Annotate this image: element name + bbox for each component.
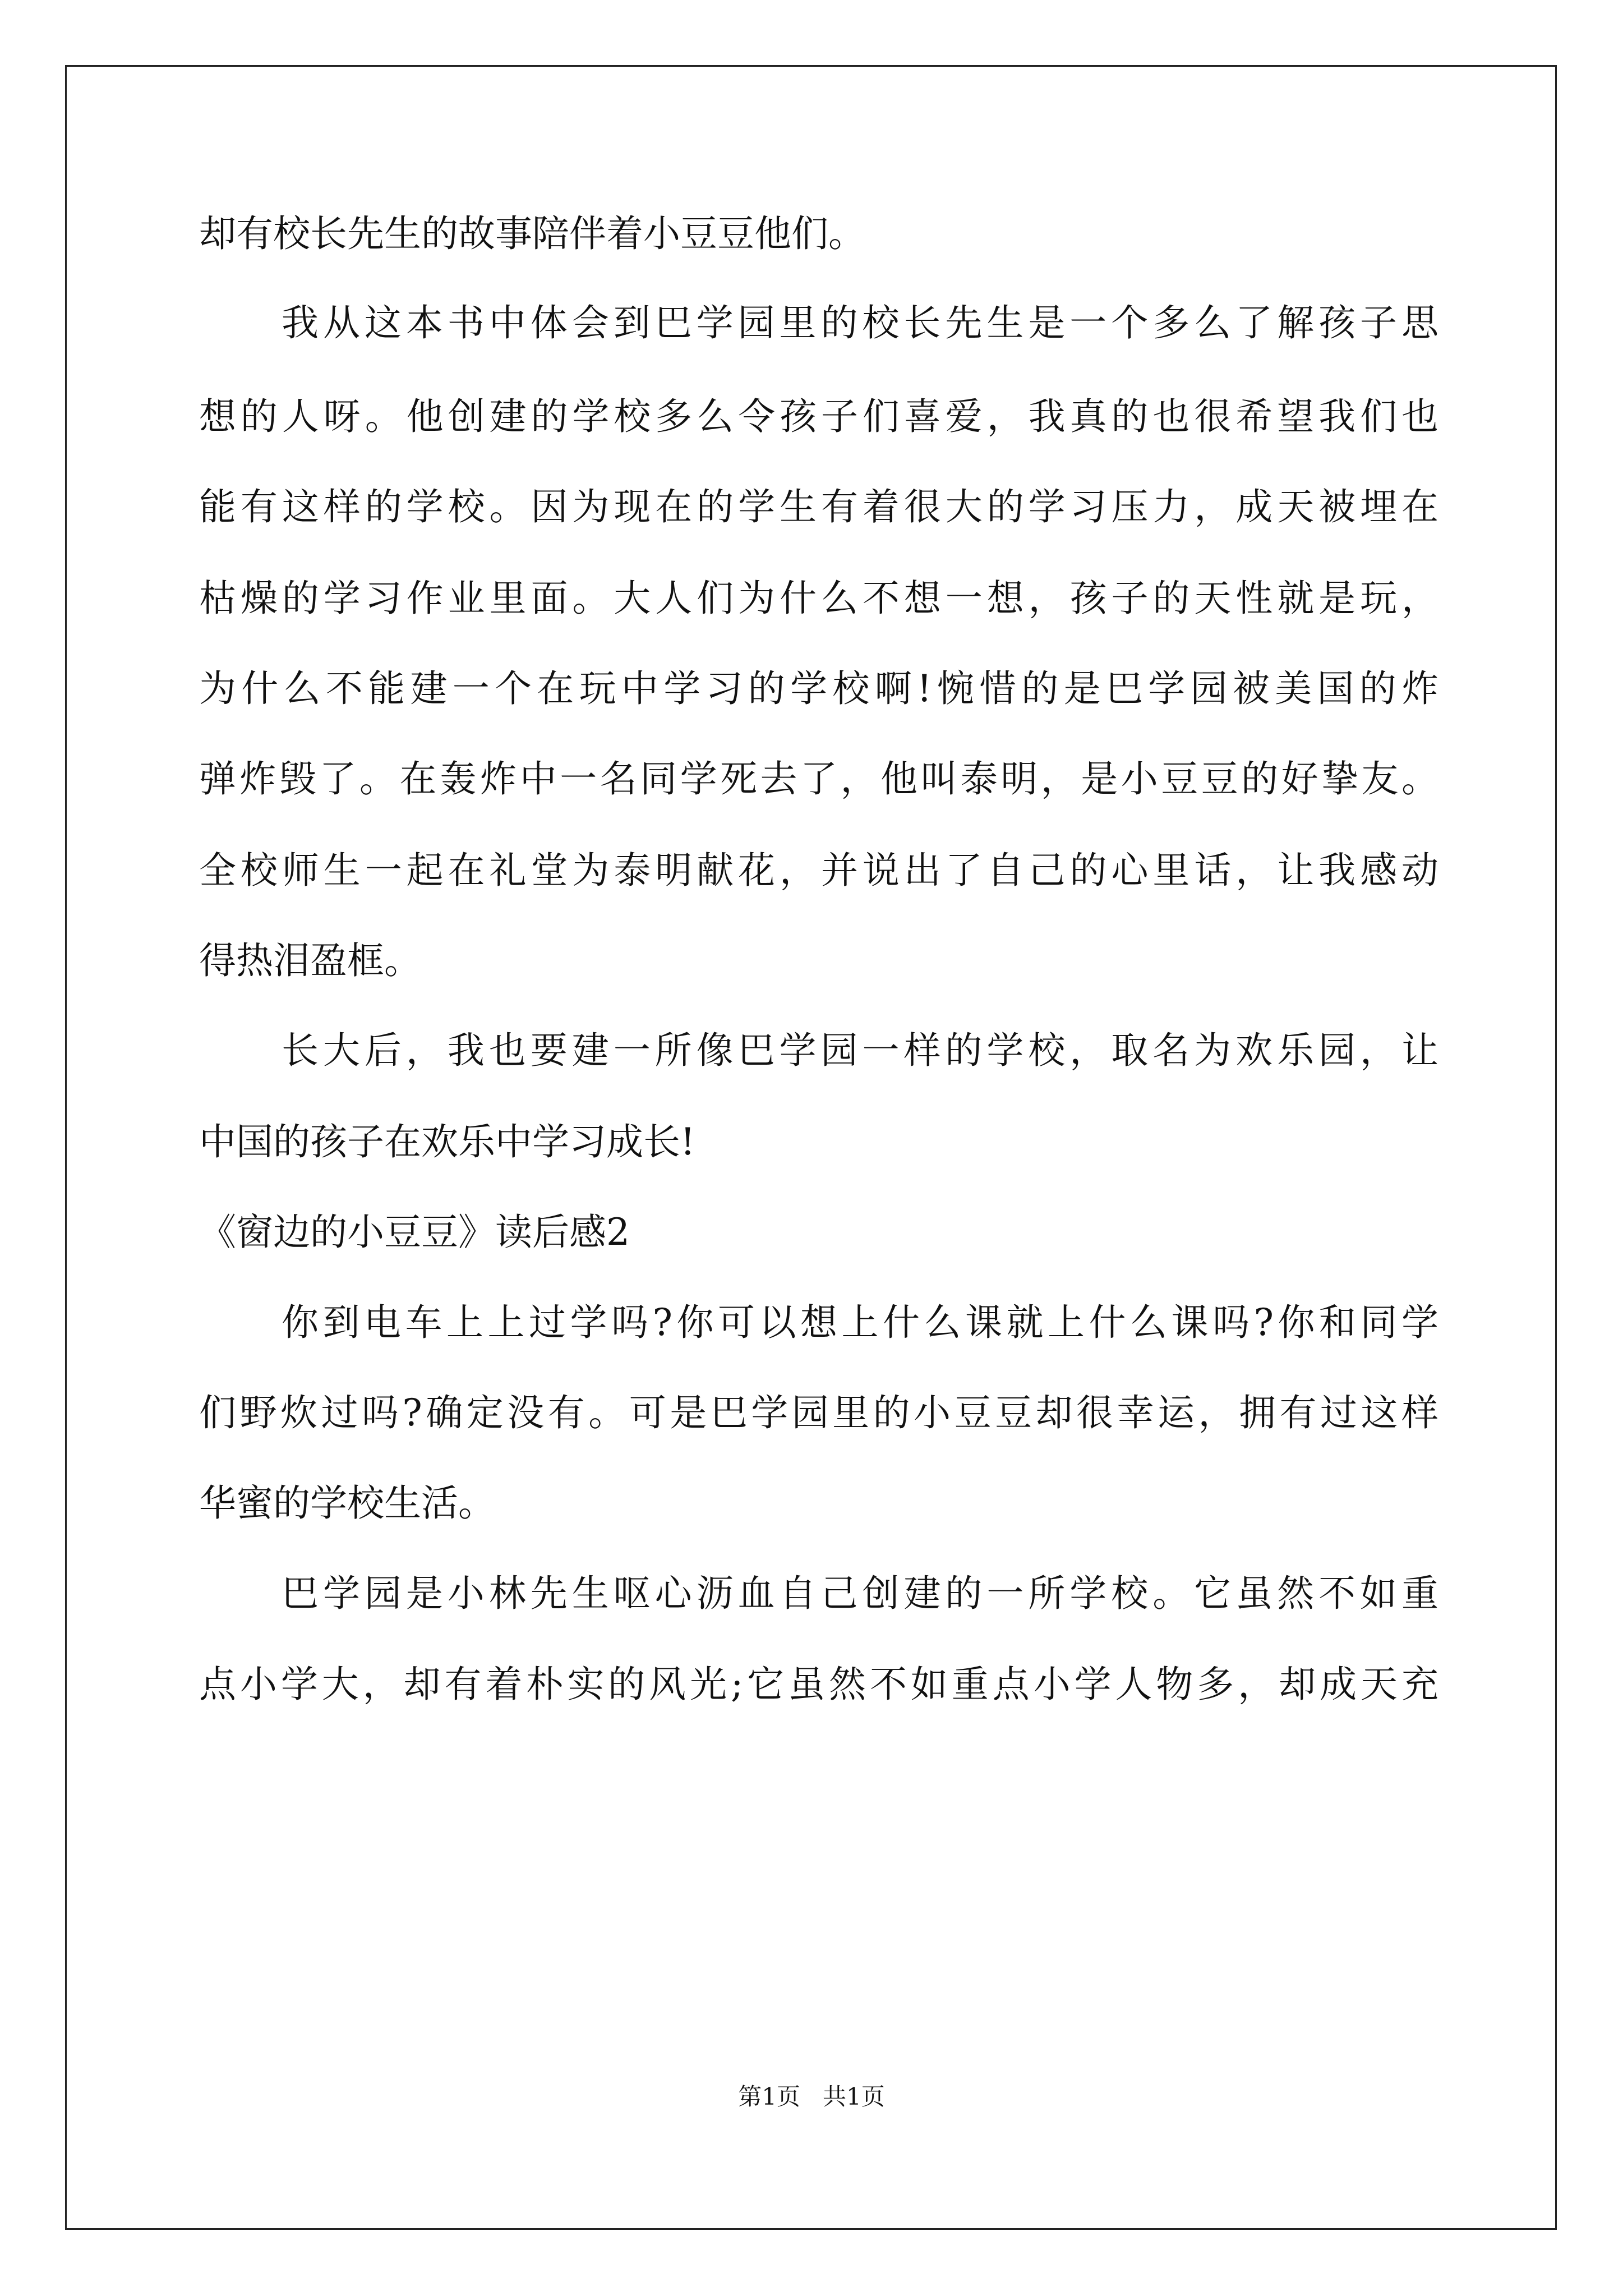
text-line: 全校师生一起在礼堂为泰明献花，并说出了自己的心里话，让我感动 [199, 849, 1438, 892]
page-footer: 第1页 共1页 [738, 2083, 885, 2110]
text-line: 却有校长先生的故事陪伴着小豆豆他们。 [199, 212, 865, 255]
text-line: 华蜜的学校生活。 [199, 1481, 495, 1525]
text-line: 我从这本书中体会到巴学园里的校长先生是一个多么了解孩子思 [282, 301, 1438, 344]
text-line: 得热泪盈框。 [199, 939, 421, 982]
text-line: 点小学大，却有着朴实的风光;它虽然不如重点小学人物多，却成天充 [199, 1663, 1438, 1706]
text-line: 弹炸毁了。在轰炸中一名同学死去了，他叫泰明，是小豆豆的好挚友。 [199, 757, 1438, 800]
text-line: 为什么不能建一个在玩中学习的学校啊!惋惜的是巴学园被美国的炸 [199, 667, 1438, 710]
text-line: 枯燥的学习作业里面。大人们为什么不想一想，孩子的天性就是玩， [199, 577, 1438, 620]
text-line: 巴学园是小林先生呕心沥血自己创建的一所学校。它虽然不如重 [282, 1572, 1438, 1615]
text-line: 中国的孩子在欢乐中学习成长! [199, 1120, 695, 1163]
text-line: 能有这样的学校。因为现在的学生有着很大的学习压力，成天被埋在 [199, 485, 1438, 528]
text-line: 们野炊过吗?确定没有。可是巴学园里的小豆豆却很幸运，拥有过这样 [199, 1391, 1438, 1434]
text-line: 你到电车上上过学吗?你可以想上什么课就上什么课吗?你和同学 [282, 1301, 1438, 1344]
text-line: 长大后，我也要建一所像巴学园一样的学校，取名为欢乐园，让 [282, 1029, 1438, 1072]
text-line: 想的人呀。他创建的学校多么令孩子们喜爱，我真的也很希望我们也 [199, 395, 1438, 438]
section-heading: 《窗边的小豆豆》读后感2 [199, 1211, 630, 1254]
